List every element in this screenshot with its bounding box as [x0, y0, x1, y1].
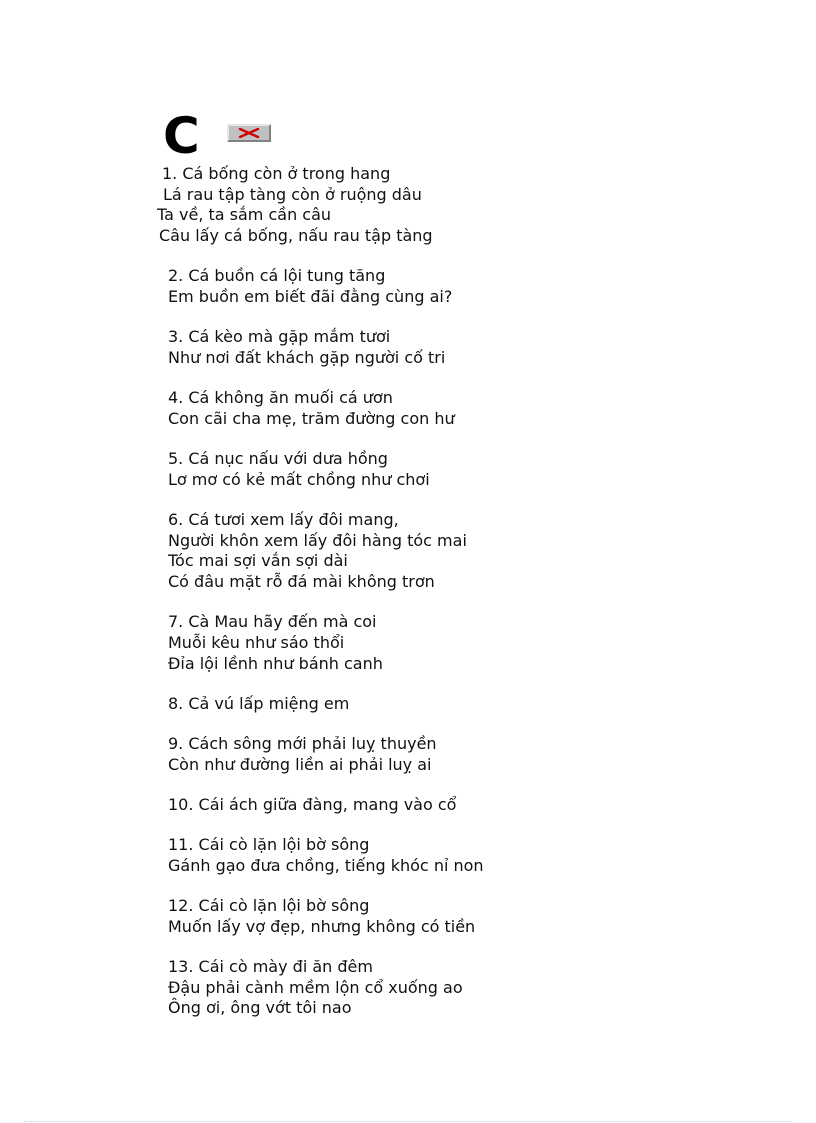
verse-8-line-1: 8. Cả vú lấp miệng em — [168, 694, 350, 713]
verse-9-line-2: Còn như đường liền ai phải luỵ ai — [168, 755, 432, 774]
broken-image-icon — [227, 124, 271, 142]
verse-9-line-1: 9. Cách sông mới phải luỵ thuyền — [168, 734, 437, 753]
verse-5-line-1: 5. Cá nục nấu với dưa hồng — [168, 449, 388, 468]
verse-7-line-3: Đỉa lội lềnh như bánh canh — [168, 654, 383, 673]
verse-4-line-1: 4. Cá không ăn muối cá ươn — [168, 388, 393, 407]
verse-1-line-2: Lá rau tập tàng còn ở ruộng dâu — [163, 185, 422, 204]
verse-13-line-1: 13. Cái cò mày đi ăn đêm — [168, 957, 373, 976]
verse-5-line-2: Lơ mơ có kẻ mất chồng như chơi — [168, 470, 430, 489]
verse-6-line-3: Tóc mai sợi vắn sợi dài — [168, 551, 348, 570]
verse-1-line-3: Ta về, ta sắm cần câu — [157, 205, 332, 224]
verse-6-line-1: 6. Cá tươi xem lấy đôi mang, — [168, 510, 399, 529]
verse-7-line-1: 7. Cà Mau hãy đến mà coi — [168, 612, 377, 631]
verse-4-line-2: Con cãi cha mẹ, trăm đường con hư — [168, 409, 455, 428]
section-letter: C — [163, 107, 200, 165]
close-x-icon — [238, 128, 260, 138]
verse-10-line-1: 10. Cái ách giữa đàng, mang vào cổ — [168, 795, 457, 814]
verse-6-line-2: Người khôn xem lấy đôi hàng tóc mai — [168, 531, 467, 550]
verse-3-line-1: 3. Cá kèo mà gặp mắm tươi — [168, 327, 391, 346]
verse-2-line-1: 2. Cá buồn cá lội tung tăng — [168, 266, 386, 285]
verse-13-line-3: Ông ơi, ông vớt tôi nao — [168, 998, 352, 1017]
verse-1-line-4: Câu lấy cá bống, nấu rau tập tàng — [159, 226, 433, 245]
verse-11-line-1: 11. Cái cò lặn lội bờ sông — [168, 835, 370, 854]
verse-11-line-2: Gánh gạo đưa chồng, tiếng khóc nỉ non — [168, 856, 484, 875]
verse-1-line-1: 1. Cá bống còn ở trong hang — [162, 164, 391, 183]
verse-12-line-1: 12. Cái cò lặn lội bờ sông — [168, 896, 370, 915]
page-bottom-divider — [24, 1121, 792, 1122]
verse-12-line-2: Muốn lấy vợ đẹp, nhưng không có tiền — [168, 917, 476, 936]
verse-7-line-2: Muỗi kêu như sáo thổi — [168, 633, 345, 652]
verse-13-line-2: Đậu phải cành mềm lộn cổ xuống ao — [168, 978, 463, 997]
verse-2-line-2: Em buồn em biết đãi đằng cùng ai? — [168, 287, 453, 306]
verse-3-line-2: Như nơi đất khách gặp người cố tri — [168, 348, 446, 367]
verse-6-line-4: Có đâu mặt rỗ đá mài không trơn — [168, 572, 435, 591]
